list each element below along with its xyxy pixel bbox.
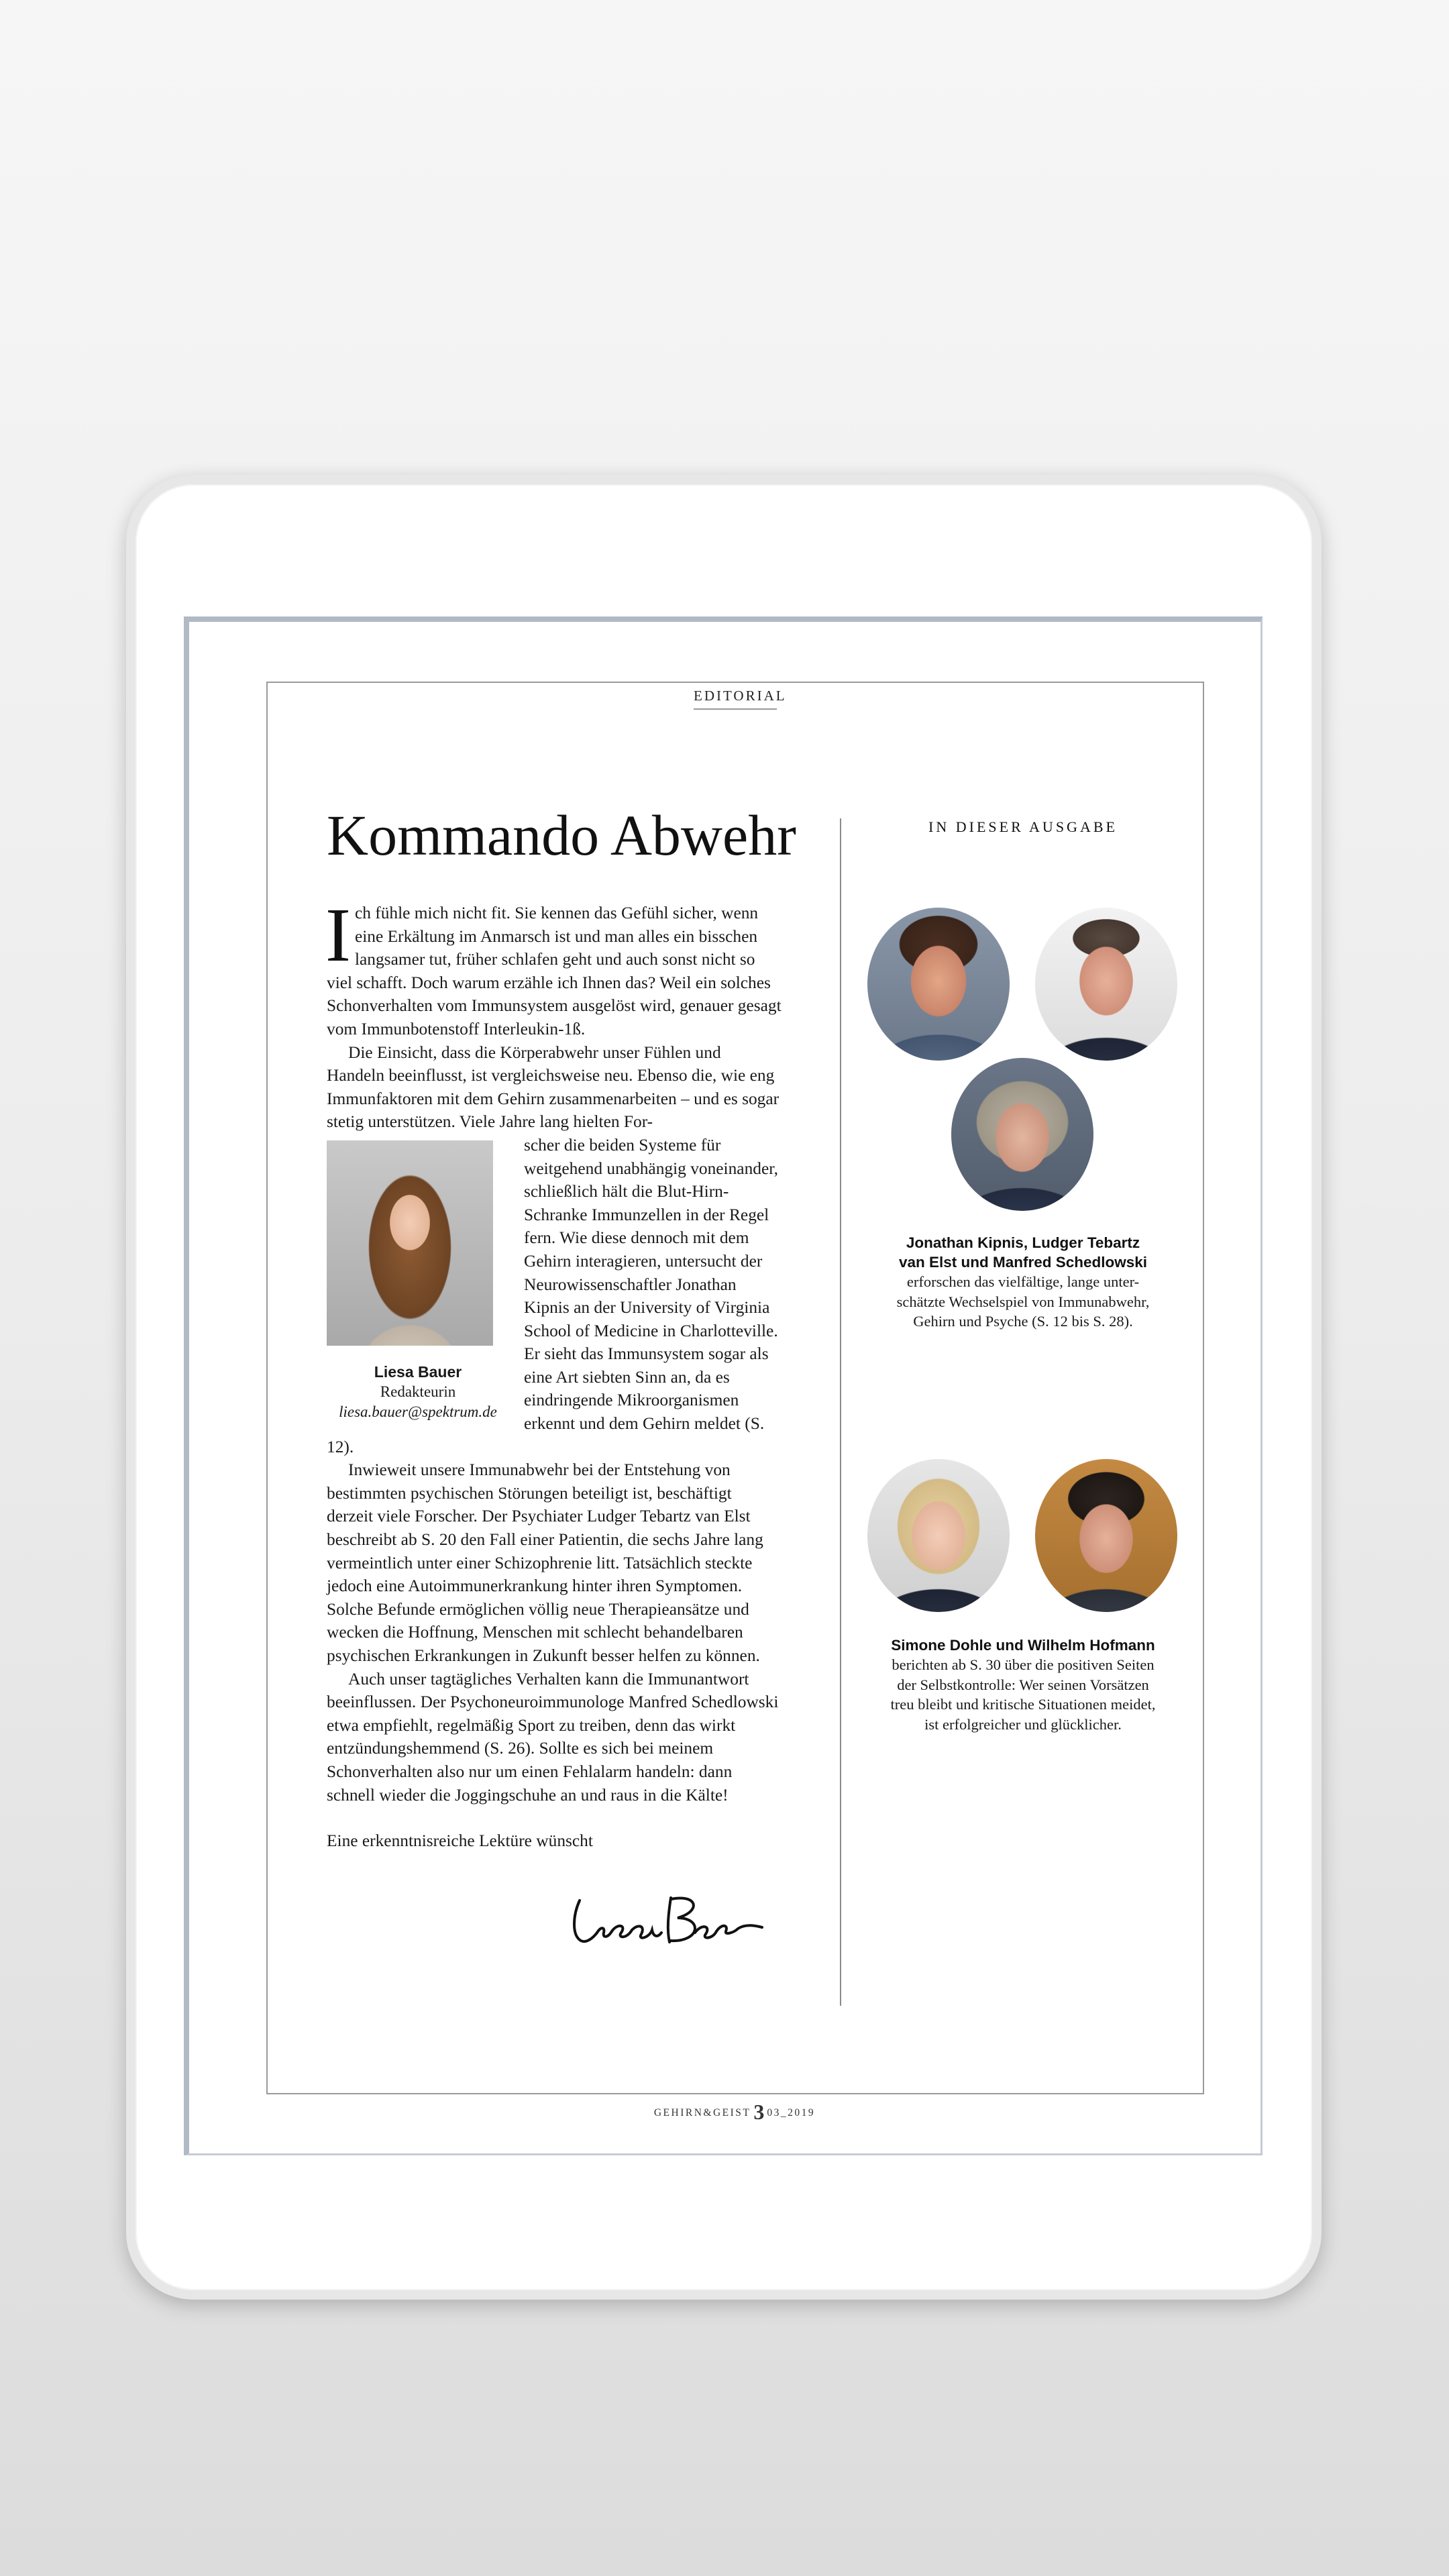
closing-line: Eine erkenntnisreiche Lektüre wünscht: [327, 1831, 593, 1851]
caption-2-names: Simone Dohle und Wilhelm Hofmann: [891, 1637, 1155, 1654]
paragraph-1: [325, 892, 782, 1041]
author-email: liesa.bauer@spektrum.de: [339, 1403, 497, 1420]
sidebar-title: IN DIESER AUSGABE: [928, 818, 1118, 835]
article-title: Kommando Abwehr: [327, 803, 796, 867]
caption-1-text-line-1: erforschen das vielfältige, lange unter-: [906, 1273, 1140, 1290]
caption-1-text-line-2: schätzte Wechselspiel von Immunabwehr,: [896, 1293, 1150, 1310]
portrait-simone-dohle: [867, 1459, 1010, 1612]
portrait-wilhelm-hofmann: [1035, 1459, 1177, 1612]
sidebar-caption-1: [865, 1233, 1181, 1332]
sidebar-caption-2: [865, 1635, 1181, 1734]
paragraph-2b: scher die beiden Systeme für weitgehend unabhängig voneinander, schließlich hält die Blut-Hirn-Schranke Immunzellen in der Regel fern. Wie diese dennoch mit dem Gehirn interagieren, untersucht der Neurowissenschaftler Jonathan Kipnis an der University of Virginia School of Medicine in Charlotteville. Er sieht das Immunsystem sogar als eine Art siebten Sinn an, da es eindringende Mikroorganismen erkennt und dem Gehirn meldet (S. 12).: [327, 1135, 779, 1456]
caption-1-names-line-1: Jonathan Kipnis, Ludger Tebartz: [906, 1234, 1140, 1251]
magazine-name: GEHIRN&GEIST: [653, 2107, 751, 2118]
portrait-ludger-tebartz-van-elst: [1035, 908, 1177, 1061]
paragraph-3: Inwieweit unsere Immunabwehr bei der Entstehung von bestimmten psychischen Störungen beteiligt ist, beschäftigt derzeit viele Forscher. Der Psychiater Ludger Tebartz van Elst beschreibt ab S. 20 den Fall einer Patientin, die sechs Jahre lang vermeintlich unter einer Schizophrenie litt. Tatsächlich steckte jedoch eine Autoimmunerkrankung hinter ihren Symptomen. Solche Befunde ermöglichen völlig neue Therapieansätze und wecken die Hoffnung, Menschen mit schlecht behandelbaren psychischen Erkrankungen in Zukunft besser helfen zu können.: [327, 1460, 763, 1665]
author-name: Liesa Bauer: [374, 1362, 462, 1381]
author-photo: [327, 1140, 493, 1346]
caption-2-text-line-1: berichten ab S. 30 über die positiven Seiten: [892, 1656, 1155, 1673]
caption-2-text-line-2: der Selbstkontrolle: Wer seinen Vorsätzen: [897, 1676, 1149, 1693]
section-label: EDITORIAL: [694, 688, 777, 710]
issue-number: 03_2019: [767, 2107, 816, 2118]
paragraph-2a: Die Einsicht, dass die Körperabwehr unser Fühlen und Handeln beeinflusst, ist vergleichsweise neu. Ebenso die, wie eng Immunfaktoren mit dem Gehirn zusammenarbeiten – und es sogar stetig unterstützen. Viele Jahre lang hielten For-: [327, 1042, 780, 1132]
paragraph-1-text: ch fühle mich nicht fit. Sie kennen das Gefühl sicher, wenn eine Erkältung im Anmarsch ist und man alles ein bisschen langsamer tut, früher schlafen geht und auch sonst nicht so viel schafft. Doch warum erzähle ich Ihnen das? Weil ein solches Schonverhalten vom Immunsystem ausgelöst wird, genauer gesagt vom Immunbotenstoff Interleukin-1ß.: [327, 904, 782, 1038]
paragraph-4: Auch unser tagtägliches Verhalten kann die Immunantwort beeinflussen. Der Psychoneuroimmunologe Manfred Schedlowski etwa empfiehlt, regelmäßig Sport zu treiben, denn das wirkt entzündungshemmend (S. 26). Sollte es sich bei meinem Schonverhalten also nur um einen Fehlalarm handeln: dann schnell wieder die Joggingschuhe an und raus in die Kälte!: [327, 1669, 779, 1805]
portrait-jonathan-kipnis: [867, 908, 1010, 1061]
column-divider: [840, 818, 841, 2006]
article-body: [325, 892, 782, 1853]
page-footer: [590, 2100, 879, 2125]
caption-1-names-line-2: van Elst und Manfred Schedlowski: [898, 1254, 1148, 1271]
page-number: 3: [753, 2100, 765, 2124]
signature: [570, 1888, 765, 1955]
caption-2-text-line-3: treu bleibt und kritische Situationen meidet,: [890, 1696, 1156, 1713]
caption-1-text-line-3: Gehirn und Psyche (S. 12 bis S. 28).: [913, 1313, 1133, 1330]
author-role: Redakteurin: [380, 1383, 456, 1400]
drop-cap: I: [325, 892, 351, 977]
caption-2-text-line-4: ist erfolgreicher und glücklicher.: [924, 1715, 1122, 1733]
author-figure: [327, 1140, 509, 1422]
portrait-manfred-schedlowski: [951, 1058, 1093, 1211]
